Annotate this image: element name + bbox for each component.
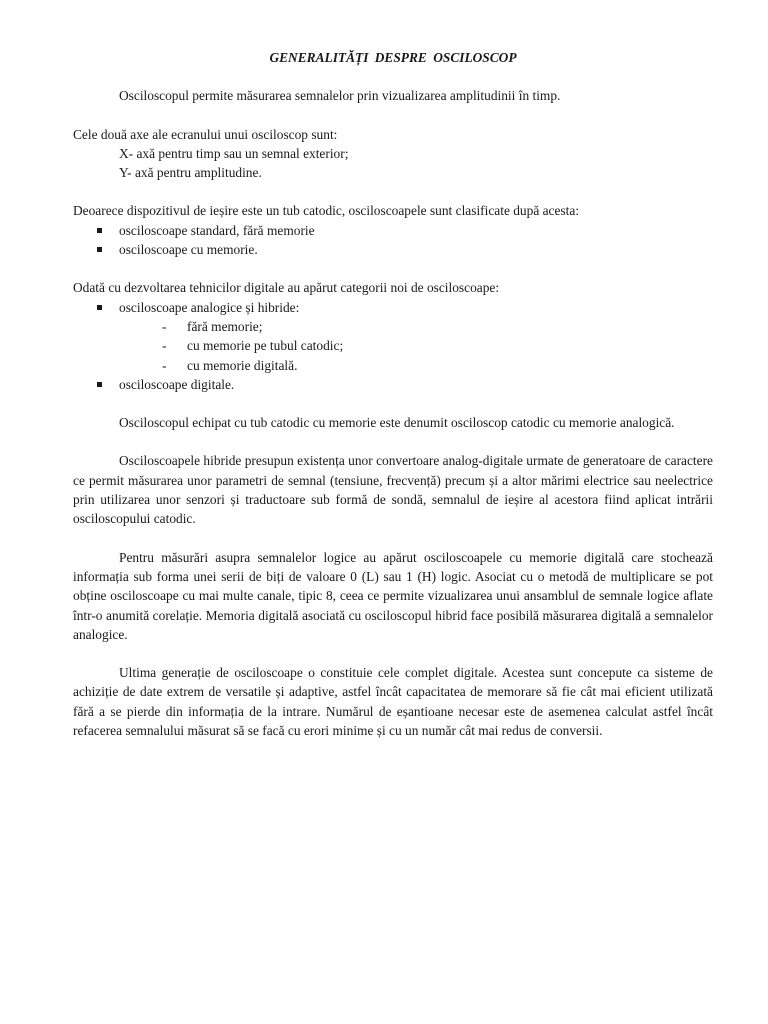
sublist-item: - cu memorie digitală.	[73, 356, 713, 375]
axes-heading: Cele două axe ale ecranului unui osciloscop sunt:	[73, 126, 338, 142]
digital-categories-list	[73, 298, 713, 317]
analog-hybrid-sublist	[73, 317, 713, 375]
axes-section	[73, 125, 713, 183]
document-title: GENERALITĂȚI DESPRE OSCILOSCOP	[269, 50, 517, 65]
digital-list	[73, 375, 713, 394]
classification-section	[73, 201, 713, 259]
classification-list	[73, 221, 713, 260]
sublist-item: - cu memorie pe tubul catodic;	[73, 336, 713, 355]
list-item: osciloscoape cu memorie.	[73, 240, 713, 259]
analog-hybrid-label: osciloscoape analogice și hibride:	[119, 299, 300, 315]
body-paragraph: Ultima generație de osciloscoape o constituie cele complet digitale. Acestea sunt concepute ca sisteme de achiziție de date extrem de versatile și adaptive, astfel încât capacitatea de memorare să fie cât mai eficient utilizată fără a se pierde din informația de la intrare. Numărul de eșantioane necesar este de asemenea calculat astfel încât refacerea semnalului măsurat să se facă cu erori minime și cu un număr cât mai redus de conversii.	[73, 665, 713, 739]
intro-paragraph: Osciloscopul permite măsurarea semnalelor prin vizualizarea amplitudinii în timp.	[119, 88, 561, 104]
sublist-item: - fără memorie;	[73, 317, 713, 336]
document-page	[73, 48, 713, 759]
digital-categories-section	[73, 278, 713, 394]
classification-heading: Deoarece dispozitivul de ieșire este un tub catodic, osciloscoapele sunt clasificate după acesta:	[73, 203, 580, 219]
body-paragraph: Pentru măsurări asupra semnalelor logice au apărut osciloscoapele cu memorie digitală care stochează informația sub forma unei serii de biți de valoare 0 (L) sau 1 (H) logic. Asociat cu o metodă de multiplicare se pot obține osciloscoape cu mai multe canale, tipic 8, ceea ce permite vizualizarea unui ansamblul de semnale logice aflate într-o anumită corelație. Memoria digitală asociată cu osciloscopul hibrid face posibilă măsurarea digitală a semnalelor analogice.	[73, 549, 713, 642]
body-paragraph: Osciloscoapele hibride presupun existența unor convertoare analog-digitale urmate de generatoare de caractere ce permit măsurarea unor parametri de semnal (tensiune, frecvență) precum și a altor mărimi electrice sau neelectrice prin utilizarea unor senzori și traductoare sub formă de sondă, semnalul de ieșire al acestora fiind aplicat intrării osciloscopului catodic.	[73, 453, 713, 527]
axis-x-line: X- axă pentru timp sau un semnal exterior;	[119, 145, 349, 161]
list-item-analog-hybrid	[73, 298, 713, 317]
axis-y-line: Y- axă pentru amplitudine.	[119, 165, 262, 181]
body-paragraph: Osciloscopul echipat cu tub catodic cu memorie este denumit osciloscop catodic cu memorie analogică.	[119, 415, 675, 431]
digital-categories-heading: Odată cu dezvoltarea tehnicilor digitale au apărut categorii noi de osciloscoape:	[73, 280, 500, 296]
list-item: osciloscoape standard, fără memorie	[73, 221, 713, 240]
list-item-digital: osciloscoape digitale.	[73, 375, 713, 394]
